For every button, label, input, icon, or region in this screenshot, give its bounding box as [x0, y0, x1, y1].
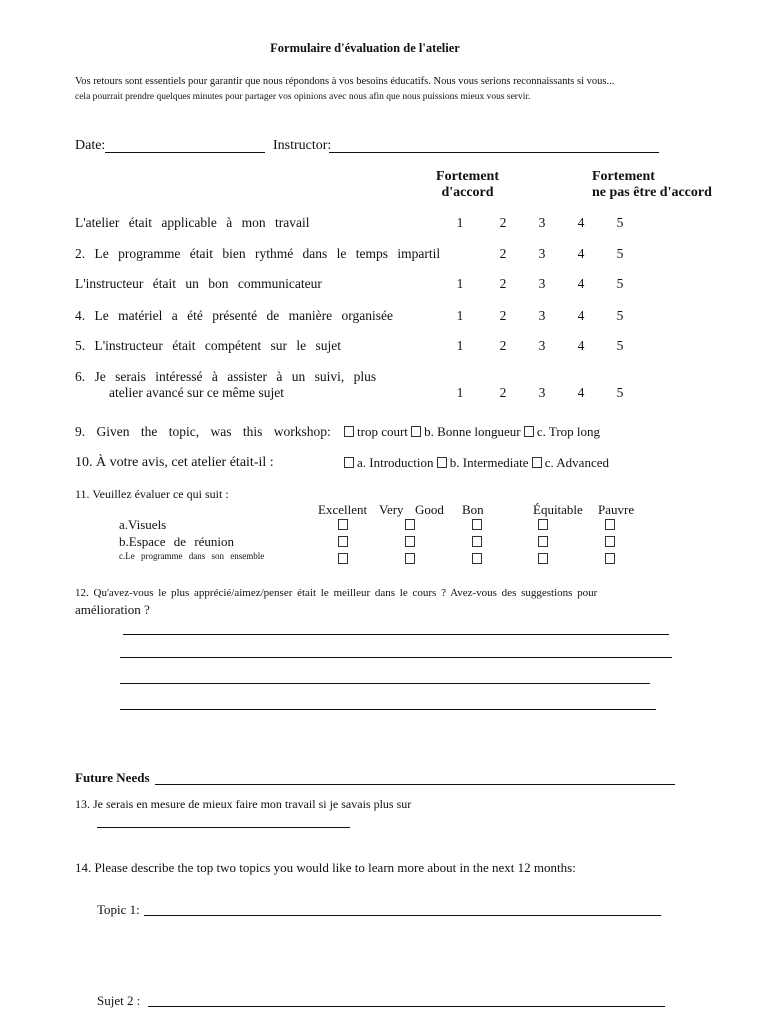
- q9-checkbox-a[interactable]: [344, 426, 354, 437]
- rating-5[interactable]: 5: [616, 246, 624, 261]
- q10-option-b: b. Intermediate: [449, 455, 529, 470]
- q11-checkbox[interactable]: [472, 553, 482, 564]
- q11-col-equitable: Équitable: [533, 502, 583, 517]
- q11-checkbox[interactable]: [538, 536, 548, 547]
- q10-option-a: a. Introduction: [357, 455, 434, 470]
- rating-3[interactable]: 3: [538, 385, 546, 400]
- q11-checkbox[interactable]: [472, 536, 482, 547]
- q10-option-c: c. Advanced: [544, 455, 609, 470]
- q11-row-visuels: a.Visuels: [119, 517, 167, 532]
- statement-2: 2. Le programme était bien rythmé dans le temps impartil: [75, 246, 441, 261]
- q10-options: [344, 455, 609, 471]
- future-needs-heading: Future Needs: [75, 770, 150, 785]
- rating-1[interactable]: 1: [456, 308, 464, 323]
- rating-1[interactable]: 1: [456, 385, 464, 400]
- q10-checkbox-b[interactable]: [437, 457, 447, 468]
- statement-4: 4. Le matériel a été présenté de manière organisée: [75, 308, 393, 323]
- statement-6: 6. Je serais intéressé à assister à un suivi, plus: [75, 369, 377, 384]
- scale-agree-header: [420, 169, 515, 201]
- date-label: Date:: [75, 138, 106, 153]
- scale-agree-line1: Fortement: [436, 169, 499, 184]
- rating-5[interactable]: 5: [616, 385, 624, 400]
- q12-line-1: 12. Qu'avez-vous le plus apprécié/aimez/penser était le meilleur dans le cours ? Avez-vous des suggestions pour: [75, 587, 598, 599]
- rating-4[interactable]: 4: [577, 338, 585, 353]
- q10-checkbox-c[interactable]: [532, 457, 542, 468]
- rating-3[interactable]: 3: [538, 215, 546, 230]
- rating-3[interactable]: 3: [538, 246, 546, 261]
- statement-3: L'instructeur était un bon communicateur: [75, 276, 322, 291]
- rating-5[interactable]: 5: [616, 215, 624, 230]
- q11-checkbox[interactable]: [472, 519, 482, 530]
- rating-2[interactable]: 2: [499, 308, 507, 323]
- topic-2-label: Sujet 2 :: [97, 993, 141, 1008]
- q9-option-b: b. Bonne longueur: [424, 424, 521, 439]
- q11-checkbox[interactable]: [605, 519, 615, 530]
- rating-1[interactable]: 1: [456, 215, 464, 230]
- rating-4[interactable]: 4: [577, 276, 585, 291]
- rating-2[interactable]: 2: [499, 246, 507, 261]
- q9-checkbox-c[interactable]: [524, 426, 534, 437]
- rating-5[interactable]: 5: [616, 338, 624, 353]
- rating-1[interactable]: 1: [456, 276, 464, 291]
- statement-5: 5. L'instructeur était compétent sur le sujet: [75, 338, 341, 353]
- rating-2[interactable]: 2: [499, 276, 507, 291]
- rating-2[interactable]: 2: [499, 215, 507, 230]
- q11-checkbox[interactable]: [405, 536, 415, 547]
- rating-3[interactable]: 3: [538, 276, 546, 291]
- q13-label: 13. Je serais en mesure de mieux faire mon travail si je savais plus sur: [75, 797, 412, 811]
- q13-answer-line[interactable]: [97, 827, 350, 828]
- q10-checkbox-a[interactable]: [344, 457, 354, 468]
- q9-options: [344, 424, 600, 440]
- rating-4[interactable]: 4: [577, 385, 585, 400]
- q11-label: 11. Veuillez évaluer ce qui suit :: [75, 487, 229, 501]
- q12-answer-line[interactable]: [123, 634, 669, 635]
- q11-col-bon: Bon: [462, 502, 484, 517]
- q9-option-c: c. Trop long: [536, 424, 601, 439]
- q12-answer-line[interactable]: [120, 683, 650, 684]
- q11-row-espace: b.Espace de réunion: [119, 534, 235, 549]
- q11-checkbox[interactable]: [338, 519, 348, 530]
- rating-3[interactable]: 3: [538, 308, 546, 323]
- q11-checkbox[interactable]: [405, 519, 415, 530]
- q11-col-excellent: Excellent: [318, 502, 368, 517]
- rating-4[interactable]: 4: [577, 246, 585, 261]
- rating-1[interactable]: 1: [456, 338, 464, 353]
- form-title: Formulaire d'évaluation de l'atelier: [270, 41, 460, 55]
- topic-1-label: Topic 1:: [97, 902, 140, 917]
- q12-answer-line[interactable]: [120, 657, 672, 658]
- rating-2[interactable]: 2: [499, 385, 507, 400]
- rating-4[interactable]: 4: [577, 215, 585, 230]
- q11-checkbox[interactable]: [605, 536, 615, 547]
- q11-col-pauvre: Pauvre: [598, 502, 635, 517]
- scale-disagree-line1: Fortement: [592, 169, 655, 184]
- intro-line-2: cela pourrait prendre quelques minutes pour partager vos opinions avec nous afin que nous puissions mieux vous servir.: [75, 92, 531, 102]
- q11-checkbox[interactable]: [338, 553, 348, 564]
- date-field[interactable]: [105, 152, 265, 153]
- scale-disagree-header: [592, 169, 712, 201]
- q9-checkbox-b[interactable]: [411, 426, 421, 437]
- topic-2-field[interactable]: [148, 1006, 665, 1007]
- q9-label: 9. Given the topic, was this workshop:: [75, 424, 331, 439]
- q10-label: 10. À votre avis, cet atelier était-il :: [75, 455, 274, 470]
- rating-5[interactable]: 5: [616, 276, 624, 291]
- intro-line-1: Vos retours sont essentiels pour garantir que nous répondons à vos besoins éducatifs. Nous vous serions reconnaissants si vous...: [75, 76, 615, 87]
- rating-2[interactable]: 2: [499, 338, 507, 353]
- rating-3[interactable]: 3: [538, 338, 546, 353]
- q11-checkbox[interactable]: [605, 553, 615, 564]
- q11-checkbox[interactable]: [538, 519, 548, 530]
- q12-answer-line[interactable]: [120, 709, 656, 710]
- q11-col-good: Good: [415, 502, 444, 517]
- instructor-label: Instructor:: [273, 138, 332, 153]
- q11-checkbox[interactable]: [405, 553, 415, 564]
- q11-checkbox[interactable]: [338, 536, 348, 547]
- q11-col-very: Very: [379, 502, 404, 517]
- rating-4[interactable]: 4: [577, 308, 585, 323]
- rating-5[interactable]: 5: [616, 308, 624, 323]
- q9-option-a: trop court: [357, 424, 408, 439]
- statement-1: L'atelier était applicable à mon travail: [75, 215, 310, 230]
- q11-checkbox[interactable]: [538, 553, 548, 564]
- statement-6-line2: atelier avancé sur ce même sujet: [109, 385, 285, 400]
- q11-row-programme: c.Le programme dans son ensemble: [119, 551, 265, 561]
- scale-agree-line2: d'accord: [441, 185, 494, 200]
- scale-disagree-line2: ne pas être d'accord: [592, 185, 712, 200]
- topic-1-field[interactable]: [144, 915, 661, 916]
- q12-line-2: amélioration ?: [75, 602, 150, 617]
- instructor-field[interactable]: [329, 152, 659, 153]
- q14-label: 14. Please describe the top two topics you would like to learn more about in the next 12 months:: [75, 860, 576, 875]
- future-needs-rule: [155, 784, 675, 785]
